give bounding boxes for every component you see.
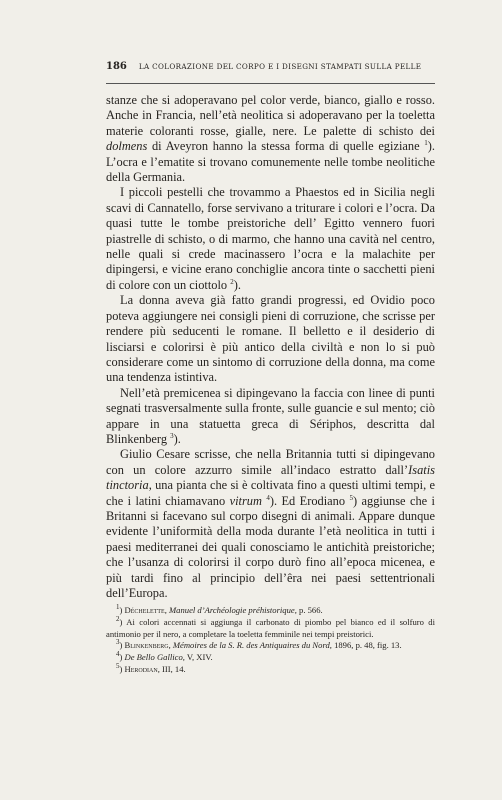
paragraph-4: Nell’età premicenea si dipingevano la faccia con linee di punti segnati trasversalmente sulla fronte, sulle guancie e sul mento; ciò appare in una statuetta greca di Sériphos, descritta dal Blinkenberg $^3$). (106, 385, 435, 446)
page-number: 186 (106, 61, 127, 72)
footnote-3: $^3$) Blinkenberg, Mémoires de la S. R. des Antiquaires du Nord, 1896, p. 48, fig. 13. (116, 638, 402, 651)
footnote-2: $^2$) Ai colori accennati si aggiunga il carbonato di piombo pel bianco ed il solfuro di antimonio per il nero, a completare la toeletta femminile nei tempi preistorici. (106, 614, 435, 639)
paragraph-3: La donna aveva già fatto grandi progressi, ed Ovidio poco poteva aggiungere nei consigli pieni di corruzione, che scrisse per rendere più seducenti le romane. Il belletto e il desiderio di lisciarsi e colorirsi è più antico della civiltà e non lo si può considerare come un sintomo di corruzione della donna, ma come una tendenza istintiva. (106, 293, 435, 385)
footnote-ref-3[interactable]: 3 (170, 431, 174, 440)
footnote-author: Blinkenberg (124, 640, 169, 651)
footnote-author: Herodian (124, 663, 158, 674)
footnote-ref-4[interactable]: 4 (266, 493, 270, 502)
footnote-author: Déchelette (124, 605, 165, 615)
footnote-4: $^4$) De Bello Gallico, V, XIV. (116, 650, 213, 663)
header-rule (106, 83, 435, 84)
paragraph-1: stanze che si adoperavano pel color verde, bianco, giallo e rosso. Anche in Francia, nell’età neolitica si adoperavano per la toeletta materie coloranti rosse, gialle, nere. Le palette di schisto dei dolmens di Aveyron hanno la stessa forma di quelle egiziane $^1$). L’ocra e l’ematite si trovano comunemente nelle tombe neolitiche della Germania. (106, 93, 435, 185)
page-header (106, 61, 432, 72)
footnote-ref-2[interactable]: 2 (230, 277, 234, 286)
footnote-1: $^1$) Déchelette, Manuel d’Archéologie préhistorique, p. 566. (116, 603, 323, 615)
footnote-ref-5[interactable]: 5 (349, 493, 353, 502)
vitrum-term: vitrum (229, 493, 262, 508)
footnote-5: $^5$) Herodian, III, 14. (116, 662, 186, 674)
paragraph-2: I piccoli pestelli che trovammo a Phaestos ed in Sicilia negli scavi di Cannatello, forse servivano a triturare i colori e l’ocra. Da quasi tutte le tombe preistoriche dell’ Egitto vennero fuori piastrelle di schisto, o di marmo, che hanno una cavità nel centro, nelle quali si crede macinassero l’ocra e la malachite per dipingersi, e vicine erano conchiglie ancora tinte o sacchetti pieni di colore con un ciottolo $^2$). (106, 185, 435, 292)
footnote-ref-1[interactable]: 1 (424, 139, 428, 148)
dolmens-term: dolmens (106, 139, 148, 154)
paragraph-5: Giulio Cesare scrisse, che nella Britannia tutti si dipingevano con un colore azzurro simile all’indaco estratto dall’Isatis tinctoria, una pianta che si è coltivata fino a questi ultimi tempi, e che i latini chiamavano vitrum $^4$). Ed Erodiano $^5$) aggiunse che i Britanni si facevano sul corpo disegni di animali. Appare dunque evidente l’uniformità della moda durante l’età neolitica in tutti i paesi mediterranei dei quali conosciamo le antichità preistoriche; che l’usanza di colorirsi il corpo durò fino all’epoca micenea, e più tardi fino al principio dell’êra nei paesi settentrionali dell’Europa. (106, 447, 435, 600)
isatis-term: Isatis tinctoria (106, 462, 435, 493)
running-head: LA COLORAZIONE DEL CORPO E I DISEGNI STAMPATI SULLA PELLE (138, 62, 422, 71)
footnotes (106, 605, 435, 676)
body-text (106, 93, 435, 601)
